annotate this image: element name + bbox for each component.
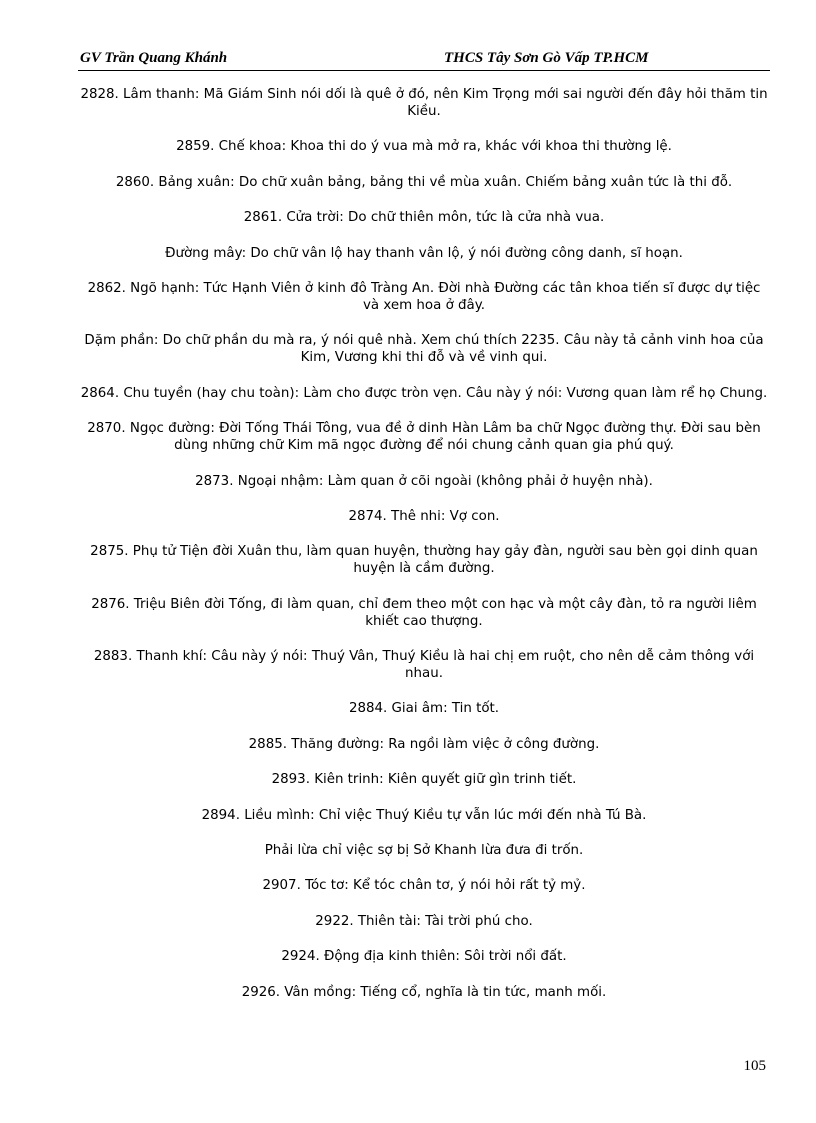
- annotation-note: 2907. Tóc tơ: Kể tóc chân tơ, ý nói hỏi rất tỷ mỷ.: [262, 878, 586, 894]
- annotation-note: Đường mây: Do chữ vân lộ hay thanh vân lộ, ý nói đường công danh, sĩ hoạn.: [165, 245, 683, 261]
- page-header: [78, 48, 770, 71]
- annotation-note: 2922. Thiên tài: Tài trời phú cho.: [315, 913, 533, 929]
- annotation-note: 2862. Ngõ hạnh: Tức Hạnh Viên ở kinh đô Tràng An. Đời nhà Đường các tân khoa tiến sĩ được dự tiệc và xem hoa ở đây.: [87, 280, 761, 313]
- annotation-note: 2883. Thanh khí: Câu này ý nói: Thuý Vân, Thuý Kiều là hai chị em ruột, cho nên dễ cảm thông với nhau.: [93, 649, 755, 682]
- page-number: 105: [743, 1058, 766, 1074]
- annotation-note: Dặm phần: Do chữ phần du mà ra, ý nói quê nhà. Xem chú thích 2235. Câu này tả cảnh vinh hoa của Kim, Vương khi thi đỗ và về vinh qui.: [84, 333, 764, 366]
- annotation-note: 2860. Bảng xuân: Do chữ xuân bảng, bảng thi về mùa xuân. Chiếm bảng xuân tức là thi đỗ.: [115, 174, 733, 190]
- annotation-note: 2870. Ngọc đường: Đời Tống Thái Tông, vua đề ở dinh Hàn Lâm ba chữ Ngọc đường thự. Đời sau bèn dùng những chữ Kim mã ngọc đường để nói chung cảnh quan gia phú quý.: [87, 421, 761, 454]
- annotation-note: 2894. Liều mình: Chỉ việc Thuý Kiều tự vẫn lúc mới đến nhà Tú Bà.: [201, 807, 647, 823]
- annotation-note: 2926. Vân mồng: Tiếng cổ, nghĩa là tin tức, manh mối.: [241, 984, 607, 1000]
- annotation-list: [78, 86, 770, 1019]
- annotation-note: 2873. Ngoại nhậm: Làm quan ở cõi ngoài (không phải ở huyện nhà).: [195, 473, 653, 489]
- annotation-note: 2875. Phụ tử Tiện đời Xuân thu, làm quan huyện, thường hay gảy đàn, người sau bèn gọi dinh quan huyện là cầm đường.: [90, 544, 758, 577]
- annotation-note: 2828. Lâm thanh: Mã Giám Sinh nói dối là quê ở đó, nên Kim Trọng mới sai người đến đây hỏi thăm tin Kiều.: [80, 87, 768, 119]
- annotation-note: 2874. Thê nhi: Vợ con.: [348, 508, 500, 524]
- annotation-note: 2893. Kiên trinh: Kiên quyết giữ gìn trinh tiết.: [271, 772, 577, 788]
- annotation-note: 2859. Chế khoa: Khoa thi do ý vua mà mở ra, khác với khoa thi thường lệ.: [176, 139, 672, 155]
- annotation-note: 2861. Cửa trời: Do chữ thiên môn, tức là cửa nhà vua.: [243, 210, 605, 226]
- annotation-note: 2924. Động địa kinh thiên: Sôi trời nổi đất.: [281, 949, 567, 965]
- annotation-note: Phải lừa chỉ việc sợ bị Sở Khanh lừa đưa đi trốn.: [264, 843, 584, 859]
- header-author: GV Trần Quang Khánh: [80, 50, 228, 66]
- header-school: THCS Tây Sơn Gò Vấp TP.HCM: [444, 50, 649, 66]
- annotation-note: 2884. Giai âm: Tin tốt.: [348, 701, 500, 717]
- annotation-note: 2885. Thăng đường: Ra ngồi làm việc ở công đường.: [248, 736, 600, 752]
- annotation-note: 2876. Triệu Biên đời Tống, đi làm quan, chỉ đem theo một con hạc và một cây đàn, tỏ ra người liêm khiết cao thượng.: [91, 596, 757, 629]
- annotation-note: 2864. Chu tuyền (hay chu toàn): Làm cho được tròn vẹn. Câu này ý nói: Vương quan làm rể họ Chung.: [80, 385, 768, 401]
